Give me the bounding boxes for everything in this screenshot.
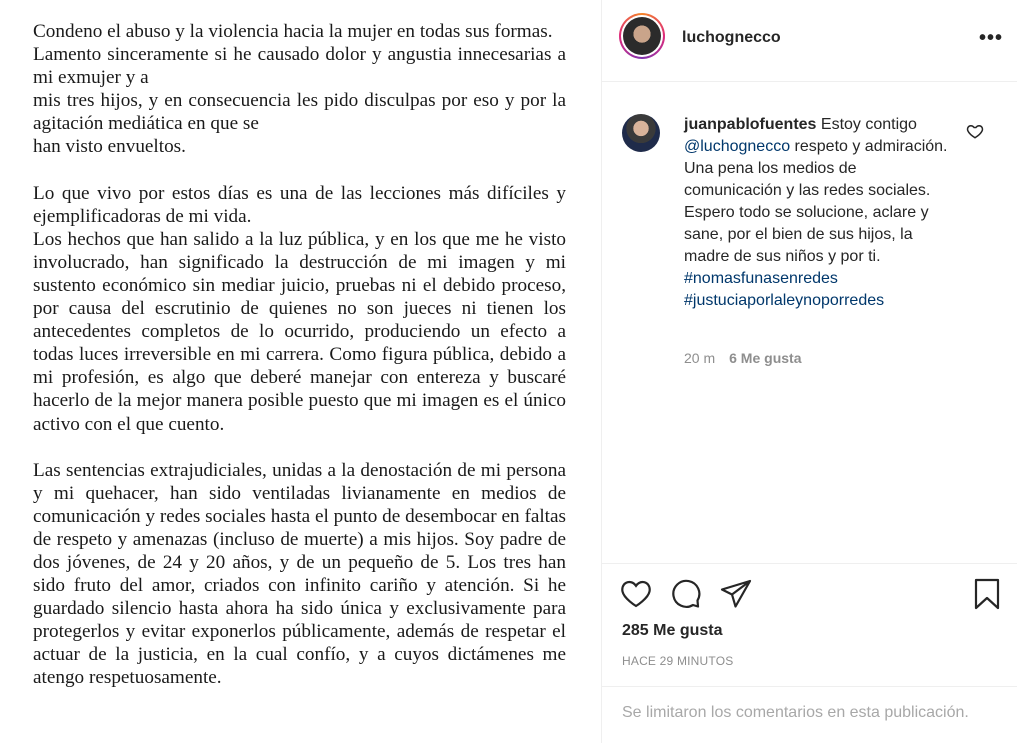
comment-hashtag[interactable]: #nomasfunasenredes (684, 270, 838, 287)
letter-paragraph: mis tres hijos, y en consecuencia les pido disculpas por eso y por la agitación mediática en que se (33, 90, 566, 135)
comment-text (684, 114, 956, 312)
letter-paragraph: Lo que vivo por estos días es una de las lecciones más difíciles y ejemplificadoras de mi vida. (33, 182, 566, 227)
comment-time: 20 m (684, 350, 716, 366)
comments-disabled-text: Se limitaron los comentarios en esta publicación. (622, 704, 969, 721)
heart-icon[interactable] (620, 578, 652, 610)
comment-icon[interactable] (670, 578, 702, 610)
comment-hashtag[interactable]: #justuciaporlaleynoporredes (684, 292, 885, 309)
likes-count[interactable]: 285 Me gusta (622, 622, 723, 639)
comment-text-part: respeto y admiración. Una pena los medios de comunicación y las redes sociales. Espero todo se solucione, aclare y sane, por el bien de sus hijos, la madre de sus niños y por ti. (684, 138, 948, 265)
letter-paragraph: Lamento sinceramente si he causado dolor y angustia innecesarias a mi exmujer y a (33, 44, 566, 89)
commenter-avatar[interactable] (622, 114, 660, 152)
post-header (602, 0, 1017, 82)
letter-paragraph: Los hechos que han salido a la luz pública, y en los que me he visto involucrado, han significado la destrucción de mi imagen y mi sustento económico sin mediar juicio, pruebas ni el debido proceso, por causa del escrutinio de quienes no son jueces ni tienen los antecedentes completos de lo ocurrido, produciendo un efecto a todas luces irreversible en mi carrera. Como figura pública, debido a mi profesión, es algo que deberé manejar con entereza y buscaré hacerlo de la mejor manera posible puesto que mi imagen es el único activo con el que cuento. (33, 228, 566, 435)
comment-meta (684, 350, 801, 366)
bookmark-icon[interactable] (971, 578, 1003, 610)
post-actions (602, 563, 1017, 743)
post-side-panel (602, 0, 1017, 743)
post-timestamp: HACE 29 MINUTOS (622, 654, 734, 668)
more-options-icon[interactable]: ••• (979, 27, 1004, 49)
commenter-username[interactable]: juanpablofuentes (684, 116, 817, 133)
letter-paragraph: Las sentencias extrajudiciales, unidas a la denostación de mi persona y mi quehacer, han sido ventiladas livianamente en medios de comunicación y redes sociales hasta el punto de desembocar en faltas de respeto y amenazas (incluso de muerte) a mis hijos. Soy padre de dos jóvenes, de 24 y 20 años, y de un pequeño de 5. Los tres han sido fruto del amor, criados con infinito cariño y atención. Si he guardado silencio hasta ahora ha sido única y exclusivamente para protegerlos y evitar exponerlos públicamente, además de respetar el actuar de la justicia, en la cual confío, y a cuyos dictámenes me atengo respetuosamente. (33, 459, 566, 689)
letter-paragraph: Condeno el abuso y la violencia hacia la mujer en todas sus formas. (33, 21, 553, 42)
comment-like-icon[interactable] (966, 122, 984, 140)
comment-mention[interactable]: @luchognecco (684, 138, 791, 155)
comment-likes[interactable]: 6 Me gusta (729, 350, 802, 366)
comments-disabled-notice (602, 686, 1017, 743)
share-icon[interactable] (720, 578, 752, 610)
letter-paragraph: han visto envueltos. (33, 136, 186, 158)
letter-text (33, 20, 566, 690)
author-username[interactable]: luchognecco (682, 29, 781, 46)
author-avatar[interactable] (619, 13, 665, 59)
comment-text-part: Estoy contigo (816, 116, 917, 133)
